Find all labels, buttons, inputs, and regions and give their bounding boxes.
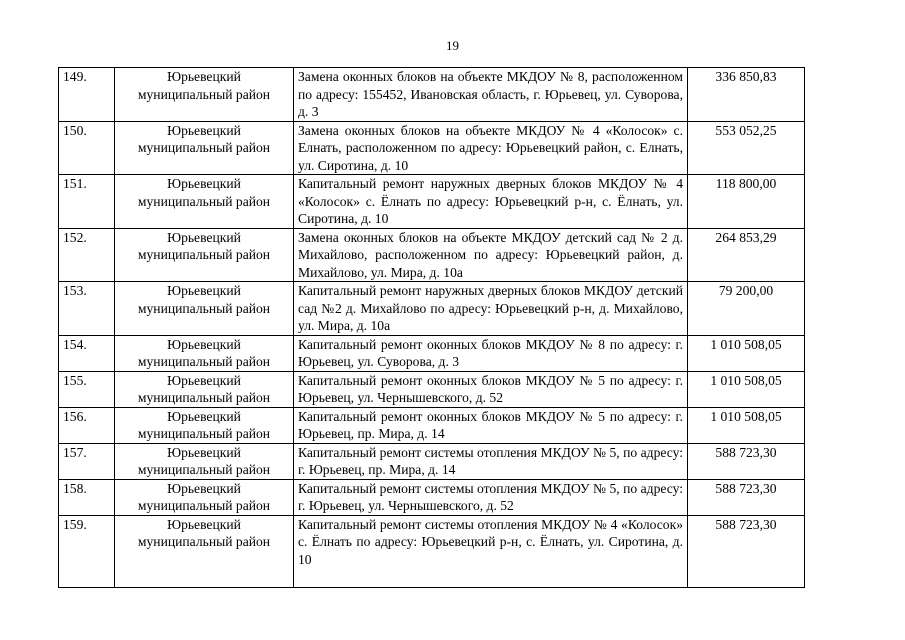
description: Капитальный ремонт оконных блоков МКДОУ № 8 по адресу: г. Юрьевец, ул. Суворова, д. 3 — [294, 335, 688, 371]
description: Капитальный ремонт наружных дверных блоков МКДОУ № 4 «Колосок» с. Ёлнать по адресу: Юрьевецкий р-н, с. Ёлнать, ул. Сиротина, д. 10 — [294, 175, 688, 229]
projects-table — [58, 67, 805, 588]
table-row — [59, 121, 805, 175]
description: Замена оконных блоков на объекте МКДОУ детский сад № 2 д. Михайлово, расположенном по адресу: Юрьевецкий район, д. Михайлово, ул. Мира, д. 10а — [294, 228, 688, 282]
row-number: 159. — [59, 515, 115, 587]
amount: 588 723,30 — [688, 443, 805, 479]
table-row — [59, 282, 805, 336]
row-number: 152. — [59, 228, 115, 282]
description: Капитальный ремонт системы отопления МКДОУ № 5, по адресу: г. Юрьевец, ул. Чернышевского, д. 52 — [294, 479, 688, 515]
table-row — [59, 515, 805, 587]
amount: 118 800,00 — [688, 175, 805, 229]
district: Юрьевецкий муниципальный район — [115, 175, 294, 229]
district: Юрьевецкий муниципальный район — [115, 228, 294, 282]
district: Юрьевецкий муниципальный район — [115, 335, 294, 371]
district: Юрьевецкий муниципальный район — [115, 479, 294, 515]
row-number: 154. — [59, 335, 115, 371]
table-row — [59, 407, 805, 443]
description: Замена оконных блоков на объекте МКДОУ № 8, расположенном по адресу: 155452, Ивановская область, г. Юрьевец, ул. Суворова, д. 3 — [294, 68, 688, 122]
row-number: 153. — [59, 282, 115, 336]
district: Юрьевецкий муниципальный район — [115, 515, 294, 587]
page-number: 19 — [446, 38, 459, 53]
district: Юрьевецкий муниципальный район — [115, 443, 294, 479]
row-number: 157. — [59, 443, 115, 479]
amount: 553 052,25 — [688, 121, 805, 175]
amount: 1 010 508,05 — [688, 407, 805, 443]
amount: 264 853,29 — [688, 228, 805, 282]
amount: 588 723,30 — [688, 515, 805, 587]
amount: 588 723,30 — [688, 479, 805, 515]
district: Юрьевецкий муниципальный район — [115, 121, 294, 175]
row-number: 155. — [59, 371, 115, 407]
district: Юрьевецкий муниципальный район — [115, 68, 294, 122]
description: Капитальный ремонт системы отопления МКДОУ № 5, по адресу: г. Юрьевец, пр. Мира, д. 14 — [294, 443, 688, 479]
row-number: 149. — [59, 68, 115, 122]
district: Юрьевецкий муниципальный район — [115, 282, 294, 336]
row-number: 156. — [59, 407, 115, 443]
table-row — [59, 371, 805, 407]
amount: 79 200,00 — [688, 282, 805, 336]
table-row — [59, 479, 805, 515]
amount: 1 010 508,05 — [688, 335, 805, 371]
row-number: 158. — [59, 479, 115, 515]
amount: 336 850,83 — [688, 68, 805, 122]
description: Капитальный ремонт оконных блоков МКДОУ № 5 по адресу: г. Юрьевец, пр. Мира, д. 14 — [294, 407, 688, 443]
description: Капитальный ремонт наружных дверных блоков МКДОУ детский сад №2 д. Михайлово по адресу: Юрьевецкий р-н, д. Михайлово, ул. Мира, д. 10а — [294, 282, 688, 336]
table-row — [59, 443, 805, 479]
amount: 1 010 508,05 — [688, 371, 805, 407]
table-row — [59, 335, 805, 371]
table-row — [59, 175, 805, 229]
row-number: 150. — [59, 121, 115, 175]
table-row — [59, 68, 805, 122]
table-row — [59, 228, 805, 282]
description: Капитальный ремонт оконных блоков МКДОУ № 5 по адресу: г. Юрьевец, ул. Чернышевского, д. 52 — [294, 371, 688, 407]
description: Замена оконных блоков на объекте МКДОУ № 4 «Колосок» с. Елнать, расположенном по адресу: Юрьевецкий район, с. Елнать, ул. Сиротина, д. 10 — [294, 121, 688, 175]
description: Капитальный ремонт системы отопления МКДОУ № 4 «Колосок» с. Ёлнать по адресу: Юрьевецкий р-н, с. Ёлнать, ул. Сиротина, д. 10 — [294, 515, 688, 587]
district: Юрьевецкий муниципальный район — [115, 407, 294, 443]
district: Юрьевецкий муниципальный район — [115, 371, 294, 407]
row-number: 151. — [59, 175, 115, 229]
